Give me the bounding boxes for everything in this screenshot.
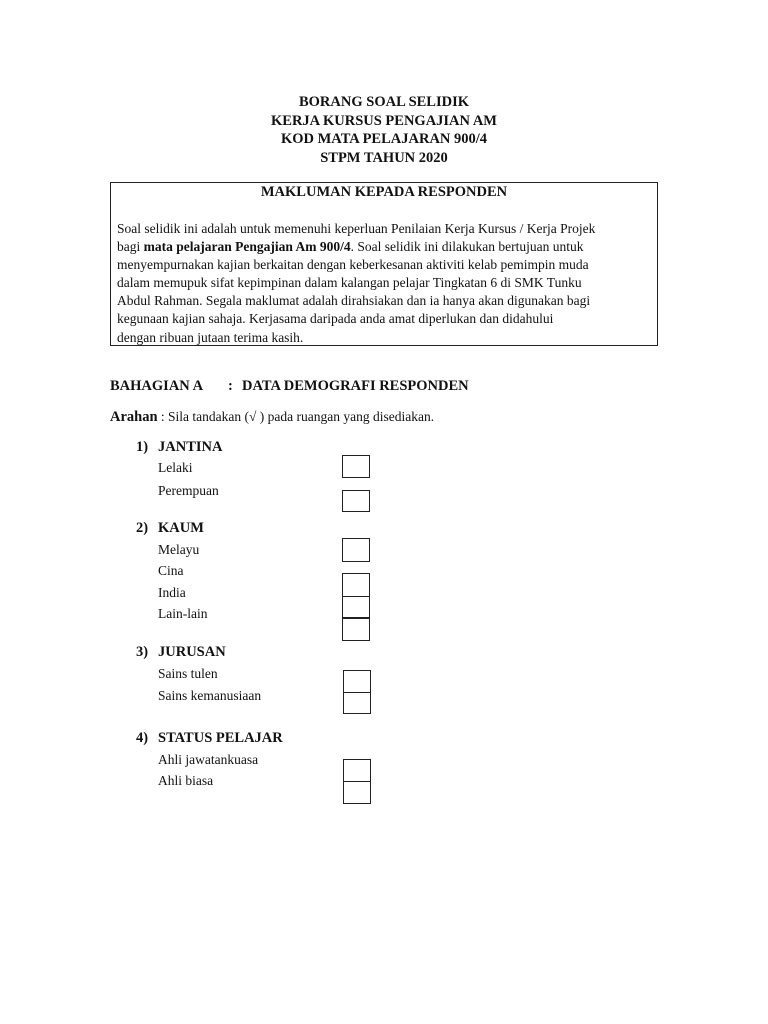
checkbox-india[interactable] [342, 596, 370, 618]
notice-heading: MAKLUMAN KEPADA RESPONDEN [260, 184, 508, 200]
option-ahli-jawatankuasa: Ahli jawatankuasa [158, 752, 259, 767]
instruction [110, 409, 434, 426]
title-line-2: KERJA KURSUS PENGAJIAN AM [271, 112, 497, 129]
question-2-number: 2) [136, 520, 149, 536]
form-title [0, 93, 768, 167]
notice-line-7: dengan ribuan jutaan terima kasih. [117, 329, 304, 345]
option-lelaki: Lelaki [158, 460, 193, 475]
notice-text [117, 220, 651, 347]
question-4-title: STATUS PELAJAR [158, 730, 283, 746]
instruction-label: Arahan [110, 409, 158, 425]
notice-line-2-post: . Soal selidik ini dilakukan bertujuan untuk [350, 239, 584, 255]
notice-line-5: Abdul Rahman. Segala maklumat adalah dirahsiakan dan ia hanya akan digunakan bagi [117, 293, 591, 309]
question-3-number: 3) [136, 644, 149, 660]
title-line-3: KOD MATA PELAJARAN 900/4 [280, 131, 488, 147]
question-1-number: 1) [136, 439, 149, 455]
instruction-text: : Sila tandakan (√ ) pada ruangan yang disediakan. [157, 409, 435, 424]
checkbox-lain-lain[interactable] [342, 618, 370, 641]
option-melayu: Melayu [158, 542, 200, 557]
checkbox-sains-kemanusiaan[interactable] [343, 692, 371, 714]
question-4-number: 4) [136, 730, 149, 746]
checkbox-lelaki[interactable] [342, 455, 370, 478]
option-perempuan: Perempuan [158, 483, 219, 498]
notice-subject-bold: mata pelajaran Pengajian Am 900/4 [143, 239, 351, 255]
checkbox-ahli-biasa[interactable] [343, 781, 371, 804]
notice-line-2 [117, 238, 651, 256]
notice-line-2-pre: bagi [117, 239, 144, 255]
question-3-title: JURUSAN [158, 644, 226, 660]
option-cina: Cina [158, 563, 184, 578]
question-2-title: KAUM [158, 520, 204, 536]
option-ahli-biasa: Ahli biasa [158, 773, 214, 788]
checkbox-sains-tulen[interactable] [343, 670, 371, 693]
option-india: India [158, 585, 186, 600]
respondent-notice-box [110, 182, 658, 346]
notice-line-3: menyempurnakan kajian berkaitan dengan keberkesanan aktiviti kelab pemimpin muda [117, 257, 589, 273]
checkbox-ahli-jawatankuasa[interactable] [343, 759, 371, 782]
checkbox-perempuan[interactable] [342, 490, 370, 512]
title-line-1: BORANG SOAL SELIDIK [298, 94, 470, 110]
notice-line-1: Soal selidik ini adalah untuk memenuhi keperluan Penilaian Kerja Kursus / Kerja Projek [117, 221, 596, 236]
option-lain-lain: Lain-lain [158, 606, 208, 621]
section-title: DATA DEMOGRAFI RESPONDEN [242, 378, 469, 394]
notice-line-4: dalam memupuk sifat kepimpinan dalam kalangan pelajar Tingkatan 6 di SMK Tunku [117, 275, 582, 291]
question-1-title: JANTINA [158, 439, 223, 455]
option-sains-kemanusiaan: Sains kemanusiaan [158, 688, 262, 703]
section-colon: : [228, 378, 233, 394]
section-heading [110, 378, 469, 395]
option-sains-tulen: Sains tulen [158, 666, 218, 681]
section-label: BAHAGIAN A [110, 378, 204, 394]
title-line-4: STPM TAHUN 2020 [320, 149, 448, 166]
checkbox-melayu[interactable] [342, 538, 370, 562]
notice-line-6: kegunaan kajian sahaja. Kerjasama daripada anda amat diperlukan dan didahului [117, 311, 554, 327]
checkbox-cina[interactable] [342, 573, 370, 597]
